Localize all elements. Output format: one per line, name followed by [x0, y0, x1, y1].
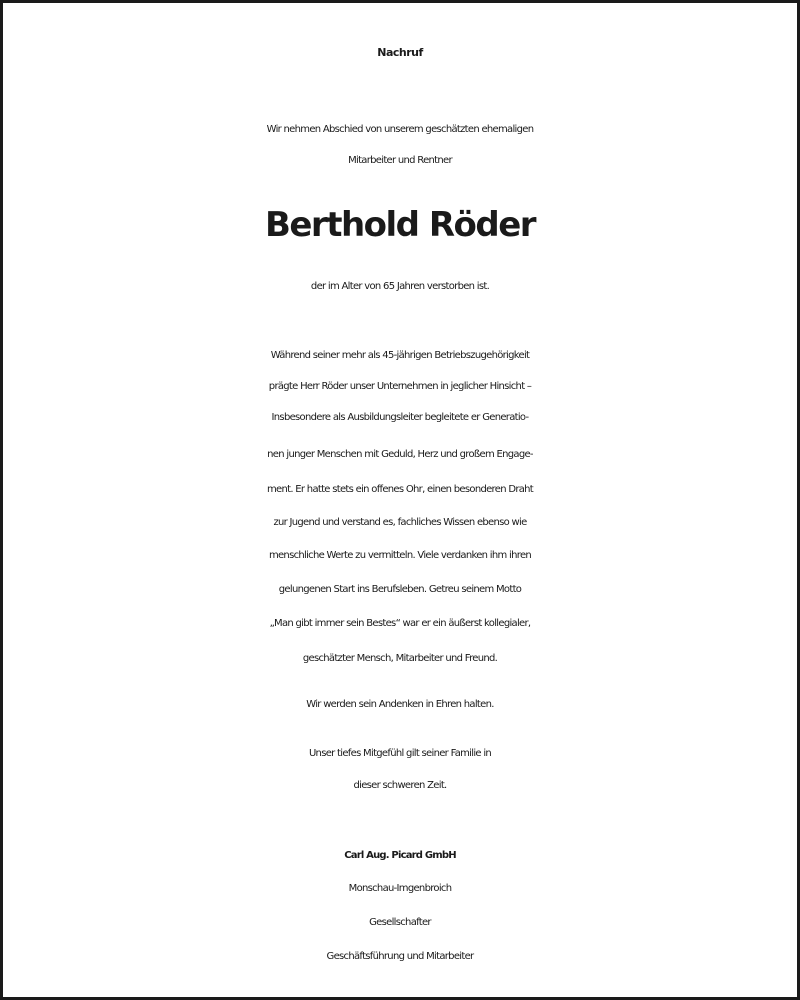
body-line: prägte Herr Röder unser Unternehmen in jeglicher Hinsicht –: [268, 381, 532, 392]
body-line: zur Jugend und verstand es, fachliches Wissen ebenso wie: [273, 517, 527, 528]
memory-line: Wir werden sein Andenken in Ehren halten.: [306, 699, 494, 710]
condolence-line: Unser tiefes Mitgefühl gilt seiner Familie in: [308, 748, 492, 759]
notice-heading: Nachruf: [377, 46, 423, 59]
body-line: nen junger Menschen mit Geduld, Herz und großem Engage-: [267, 449, 533, 460]
body-line: Während seiner mehr als 45-jährigen Betriebszugehörigkeit: [270, 350, 530, 361]
body-line: ment. Er hatte stets ein offenes Ohr, einen besonderen Draht: [266, 484, 534, 495]
body-line: menschliche Werte zu vermitteln. Viele verdanken ihm ihren: [268, 550, 532, 561]
condolence-line: dieser schweren Zeit.: [353, 780, 447, 791]
body-line: Insbesondere als Ausbildungsleiter begleitete er Generatio-: [271, 412, 529, 423]
signature-line: Gesellschafter: [369, 917, 431, 928]
intro-line: Mitarbeiter und Rentner: [348, 155, 452, 166]
body-line: geschätzter Mensch, Mitarbeiter und Freund.: [302, 653, 498, 664]
company-name: Carl Aug. Picard GmbH: [344, 850, 456, 861]
deceased-name: Berthold Röder: [264, 205, 536, 245]
intro-line: Wir nehmen Abschied von unserem geschätzten ehemaligen: [266, 124, 534, 135]
body-line: „Man gibt immer sein Bestes“ war er ein äußerst kollegialer,: [269, 618, 531, 629]
age-line: der im Alter von 65 Jahren verstorben ist.: [310, 281, 490, 292]
body-line: gelungenen Start ins Berufsleben. Getreu seinem Motto: [278, 584, 522, 595]
signature-line: Geschäftsführung und Mitarbeiter: [326, 951, 474, 962]
company-location: Monschau-Imgenbroich: [348, 883, 452, 894]
